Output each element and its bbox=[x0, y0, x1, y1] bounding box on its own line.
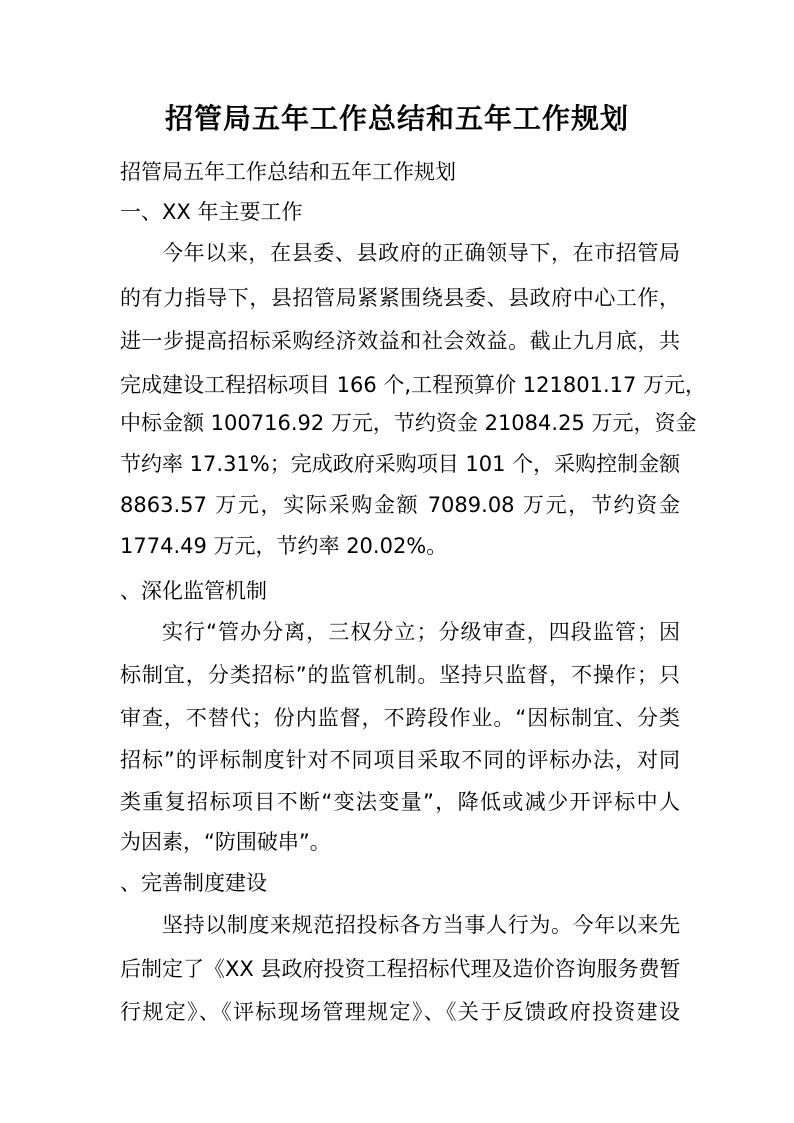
paragraph-line: 招标”的评标制度针对不同项目采取不同的评标办法，对同 bbox=[120, 748, 680, 772]
paragraph-line: 行规定》、《评标现场管理规定》、《关于反馈政府投资建设 bbox=[120, 1000, 680, 1024]
section-heading-supervision: 、深化监管机制 bbox=[120, 579, 267, 603]
section-heading-main-work: 一、XX 年主要工作 bbox=[120, 200, 303, 224]
paragraph-line: 审查，不替代；份内监督，不跨段作业。“因标制宜、分类 bbox=[120, 706, 680, 730]
paragraph-line: 坚持以制度来规范招投标各方当事人行为。今年以来先 bbox=[162, 913, 680, 937]
paragraph-line: 进一步提高招标采购经济效益和社会效益。截止九月底，共 bbox=[120, 329, 680, 353]
paragraph-line: 后制定了《XX 县政府投资工程招标代理及造价咨询服务费暂 bbox=[120, 957, 681, 981]
paragraph-line: 8863.57 万元，实际采购金额 7089.08 万元，节约资金 bbox=[120, 493, 680, 517]
paragraph-line: 类重复招标项目不断“变法变量”，降低或减少开评标中人 bbox=[120, 790, 680, 814]
paragraph-line: 节约率 17.31%；完成政府采购项目 101 个，采购控制金额 bbox=[120, 452, 681, 476]
paragraph-line: 1774.49 万元，节约率 20.02%。 bbox=[120, 534, 448, 558]
paragraph-line: 中标金额 100716.92 万元，节约资金 21084.25 万元，资金 bbox=[120, 411, 697, 435]
document-title: 招管局五年工作总结和五年工作规划 bbox=[164, 102, 629, 135]
paragraph-line: 实行“管办分离，三权分立；分级审查，四段监管；因 bbox=[162, 620, 680, 644]
paragraph-line: 的有力指导下，县招管局紧紧围绕县委、县政府中心工作， bbox=[120, 286, 680, 310]
paragraph-line: 标制宜，分类招标”的监管机制。坚持只监督，不操作；只 bbox=[120, 663, 680, 687]
section-heading-regulations: 、完善制度建设 bbox=[120, 871, 267, 895]
paragraph-line: 今年以来，在县委、县政府的正确领导下，在市招管局 bbox=[162, 241, 680, 265]
paragraph-line: 完成建设工程招标项目 166 个,工程预算价 121801.17 万元， bbox=[120, 373, 707, 397]
paragraph-line: 为因素，“防围破串”。 bbox=[120, 830, 331, 854]
document-subtitle: 招管局五年工作总结和五年工作规划 bbox=[120, 160, 456, 184]
